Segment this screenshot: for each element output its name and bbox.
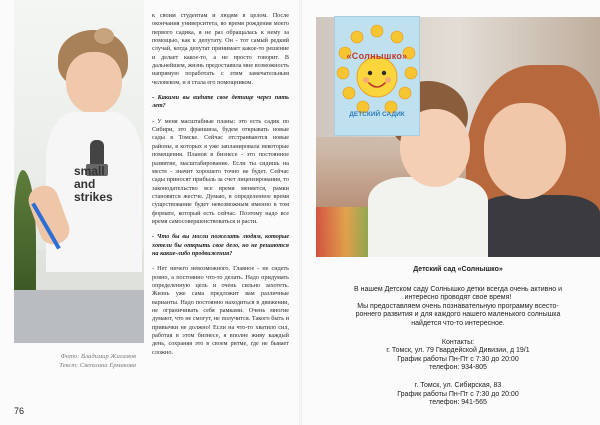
location-hours: График работы Пн-Пт с 7:30 до 20:00 bbox=[397, 355, 519, 363]
info-intro-line: роннего развития и для каждого нашего маленького солнышка bbox=[355, 311, 561, 319]
location-phone: телефон: 934-805 bbox=[429, 364, 487, 372]
interview-question: - Какими вы видите свое детище через пять лет? bbox=[152, 94, 289, 110]
photo-toys bbox=[316, 207, 376, 257]
photo-caption bbox=[36, 352, 136, 370]
location-hours: График работы Пн-Пт с 7:30 до 20:00 bbox=[397, 390, 519, 398]
info-intro-line: В нашем Детском саду Солнышко детки всегда очень активно и bbox=[353, 285, 563, 293]
info-intro-line: интересно проводят свое время! bbox=[404, 294, 512, 302]
spacer bbox=[316, 373, 600, 382]
article-paragraph: - У меня масштабные планы: это есть садик по Сибири, это франшиза, будем открывать новые сады в Томске. Сейчас отстраиваются новые районы, в которых я уже запланировала некоторые помещения. Планов в бизнесе - это постоянное развитие, масштабирование. Если ты сидишь на месте - значит хорошего точно не будет. Сейчас сады приносят прибыль за счет лицензирования, то законодательство все время меняется, рамки становятся жестче. Думаю, в определенное время существование будет невозможным именно в том формате, который есть сейчас. Поэтому надо все время самосовершенствоваться и расти. bbox=[152, 117, 289, 225]
page-number: 76 bbox=[14, 406, 25, 416]
kindergarten-info-block bbox=[316, 266, 600, 408]
interview-question: - Что бы вы могли пожелать людям, которые хотели бы открыть свое дело, но не решаются на какие-либо продвижения? bbox=[152, 233, 289, 257]
article-paragraph: к своим студентам и людям в целом. После окончания университета, во время рождения моего первого садика, я не раз обращалась к нему за помощью, как к депутату. Он - тот самый редкий случай, когда депутат принимает какое-то решение и делает какое-то, а не просто говорит. В дальнейшем, жизнь предоставила мне возможность напрямую поработать с этим замечательным человеком, и я стала его помощником. bbox=[152, 12, 289, 86]
info-title: Детский сад «Солнышко» bbox=[413, 266, 503, 273]
logo-subtitle: ДЕТСКИЙ САДИК bbox=[349, 111, 405, 118]
photo-girl-with-cactus-shirt bbox=[14, 0, 144, 343]
photo-woman-face bbox=[484, 103, 566, 199]
location-address: г. Томск, ул. Сибирская, 83 bbox=[414, 381, 502, 389]
info-intro bbox=[316, 286, 600, 329]
photo-table bbox=[14, 290, 144, 343]
caption-text-credit: Текст: Светлана Ермакова bbox=[59, 362, 136, 369]
location-phone: телефон: 941-565 bbox=[429, 399, 487, 407]
article-paragraph: - Нет ничего невозможного. Главное - не сидеть ровно, а постоянно что-то делать. Надо придумать определенную цель и очень сильно захотеть. Жизнь уже сама предложит вам различные варианты. Надо постоянно находиться в движении, не ограничивать себя рамками. Очень многие думают, что не смогут, не получится. Такого быть и привычки не должно! Если на что-то хватило сил, работая в этом бизнесе, я вполне живу каждый день, сохраняя это в своем ритме, где не бывает сложно. bbox=[152, 265, 289, 356]
photo-woman-shirt bbox=[476, 195, 600, 257]
shirt-print-text: small and strikes bbox=[74, 164, 113, 204]
logo-name: «Солнышко» bbox=[346, 51, 408, 61]
location-address: г. Томск, ул. 79 Гвардейской Дивизии, д 19/1 bbox=[386, 347, 530, 355]
article-text-column bbox=[152, 12, 289, 364]
photo-girl-hair-bun bbox=[94, 28, 114, 44]
info-intro-line: найдется что-то интересное. bbox=[411, 319, 505, 327]
caption-photo-credit: Фото: Владимир Жигамов bbox=[60, 353, 136, 360]
page-gutter bbox=[299, 0, 302, 425]
info-intro-line: Мы предоставляем очень познавательную программу всесто- bbox=[357, 302, 559, 310]
kindergarten-logo bbox=[334, 16, 420, 136]
photo-girl-shirt bbox=[368, 177, 488, 257]
contacts-label: Контакты: bbox=[441, 338, 475, 346]
photo-girl-face bbox=[66, 52, 122, 114]
